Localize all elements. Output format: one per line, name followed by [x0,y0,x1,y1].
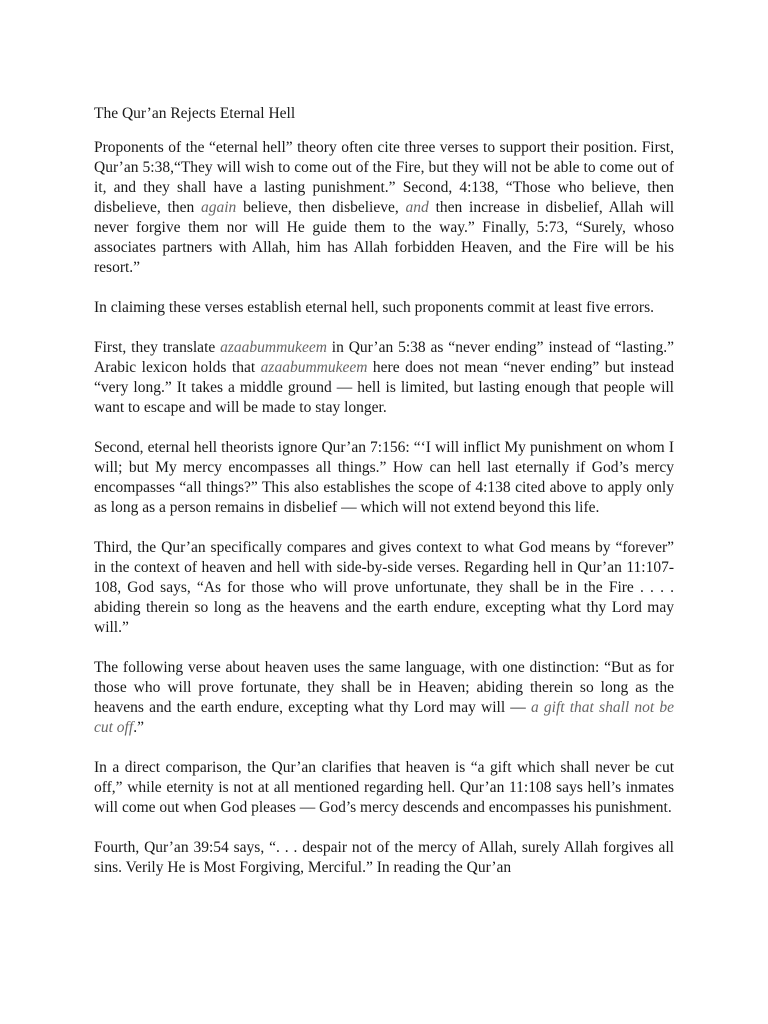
paragraph-4-segment-1: Second, eternal hell theorists ignore Qur’an 7:156: “‘I will inflict My punishment on whom I will; but My mercy encompasses all things.” How can hell last eternally if God’s mercy encompasses “all things?” This also establishes the scope of 4:138 cited above to apply only as long as a person remains in disbelief — which will not extend beyond this life. [94,439,674,516]
paragraph-6-emphasis-gift: a gift that shall not be cut off [94,699,674,736]
paragraph-3-segment-3: in Qur’an 5:38 as “never ending” instead of “lasting.” Arabic lexicon holds that [94,339,674,376]
paragraph-1-emphasis-again: again [201,199,237,216]
paragraph-2 [94,298,674,318]
paragraph-3 [94,338,674,418]
paragraph-3-segment-5: here does not mean “never ending” but instead “very long.” It takes a middle ground — hell is limited, but lasting enough that people will want to escape and will be made to stay longer. [94,359,675,416]
paragraph-8 [94,838,674,878]
paragraph-1-segment-3: believe, then disbelieve, [236,199,406,216]
paragraph-1-segment-1: Proponents of the “eternal hell” theory often cite three verses to support their position. First, Qur’an 5:38,“They will wish to come out of the Fire, but they will not be able to come out of it, and they shall have a lasting punishment.” Second, 4:138, “Those who believe, then disbelieve, then [94,139,674,216]
paragraph-6-segment-3: .” [133,719,144,736]
paragraph-6-segment-1: The following verse about heaven uses the same language, with one distinction: “But as for those who will prove fortunate, they shall be in Heaven; abiding therein so long as the heavens and the earth endure, excepting what thy Lord may will — [94,659,674,716]
paragraph-2-segment-1: In claiming these verses establish eternal hell, such proponents commit at least five errors. [94,299,654,316]
paragraph-4 [94,438,674,518]
paragraph-6 [94,658,674,738]
paragraph-3-emphasis-term-2: azaabummukeem [260,359,368,376]
paragraph-1-emphasis-and: and [405,199,429,216]
paragraph-1 [94,138,674,278]
paragraph-1-segment-5: then increase in disbelief, Allah will never forgive them nor will He guide them to the way.” Finally, 5:73, “Surely, whoso associates partners with Allah, him has Allah forbidden Heaven, and the Fire will be his resort.” [94,199,675,276]
document-title: The Qur’an Rejects Eternal Hell [94,105,296,122]
paragraph-3-segment-1: First, they translate [94,339,221,356]
paragraph-7 [94,758,674,818]
document-page [94,104,674,898]
paragraph-3-emphasis-term-1: azaabummukeem [220,339,327,356]
paragraph-5-segment-1: Third, the Qur’an specifically compares and gives context to what God means by “forever” in the context of heaven and hell with side-by-side verses. Regarding hell in Qur’an 11:107-108, God says, “As for those who will prove unfortunate, they shall be in the Fire . . . . abiding therein so long as the heavens and the earth endure, excepting what thy Lord may will.” [94,539,674,636]
paragraph-8-segment-1: Fourth, Qur’an 39:54 says, “. . . despair not of the mercy of Allah, surely Allah forgives all sins. Verily He is Most Forgiving, Merciful.” In reading the Qur’an [94,839,674,876]
paragraph-5 [94,538,674,638]
paragraph-7-segment-1: In a direct comparison, the Qur’an clarifies that heaven is “a gift which shall never be cut off,” while eternity is not at all mentioned regarding hell. Qur’an 11:108 says hell’s inmates will come out when God pleases — God’s mercy descends and encompasses his punishment. [94,759,674,816]
